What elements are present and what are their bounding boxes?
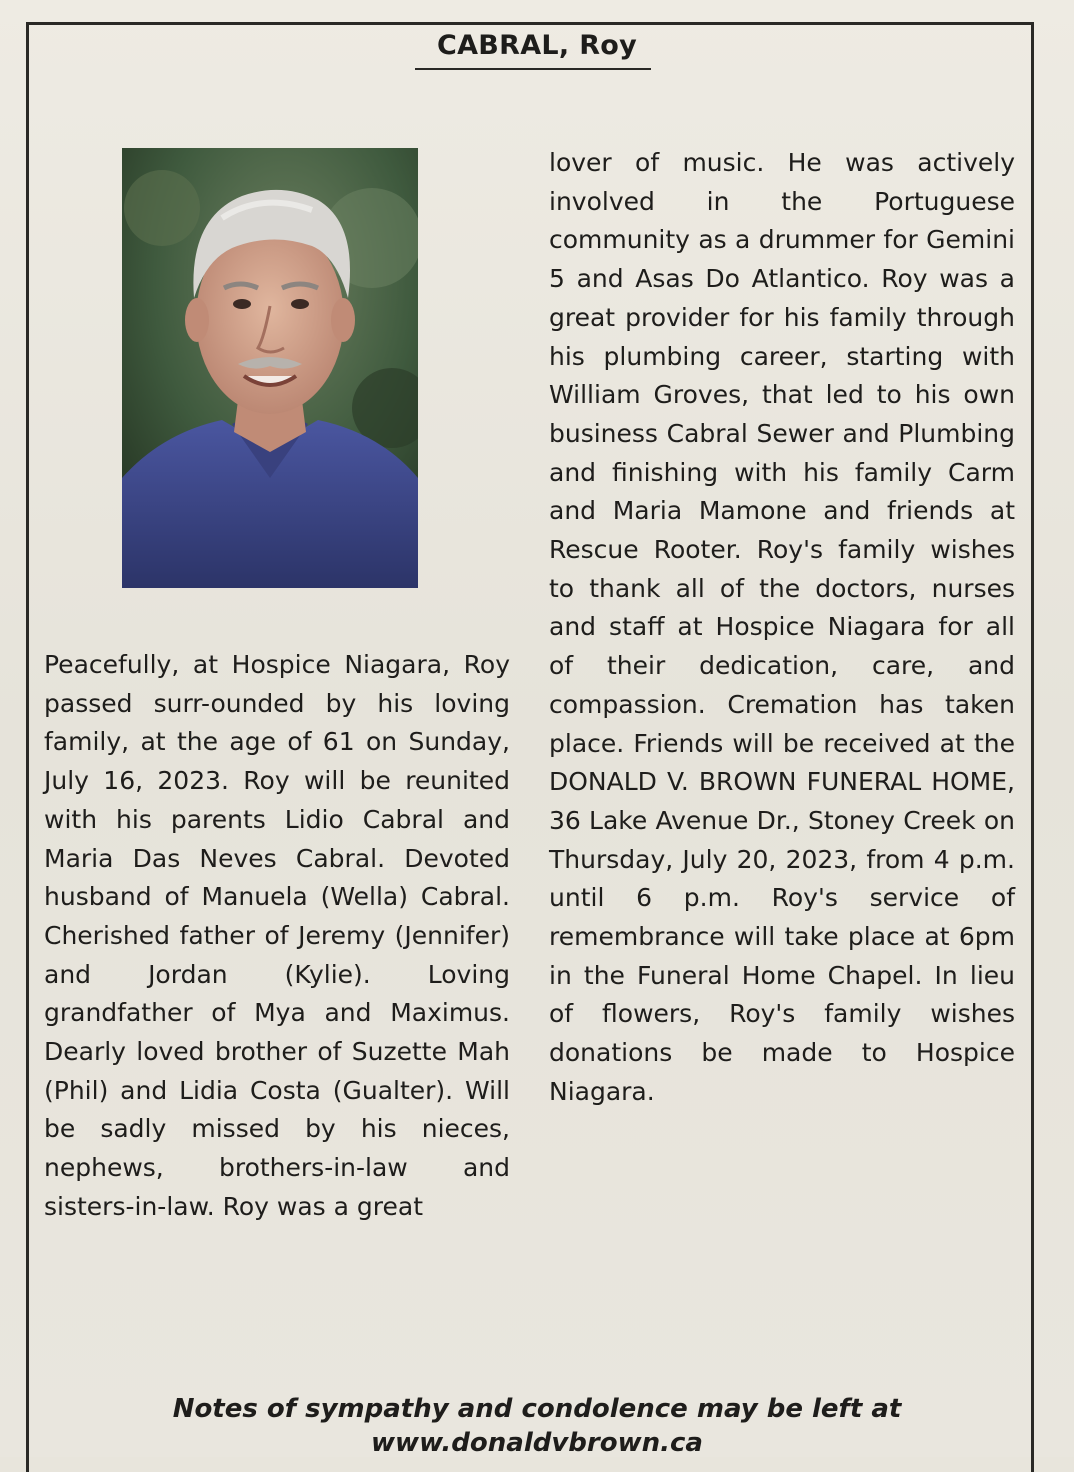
title-underline (415, 68, 651, 70)
condolence-note (0, 1392, 1074, 1460)
obituary-text-right: lover of music. He was actively involved in the Portuguese community as a drummer for Gemini 5 and Asas Do Atlantico. Roy was a great provider for his family through his plumbing career, starting with William Groves, that led to his own business Cabral Sewer and Plumbing and finishing with his family Carm and Maria Mamone and friends at Rescue Rooter. Roy's family wishes to thank all of the doctors, nurses and staff at Hospice Niagara for all of their dedication, care, and compassion. Cremation has taken place. Friends will be received at the DONALD V. BROWN FUNERAL HOME, 36 Lake Avenue Dr., Stoney Creek on Thursday, July 20, 2023, from 4 p.m. until 6 p.m. Roy's service of remembrance will take place at 6pm in the Funeral Home Chapel. In lieu of flowers, Roy's family wishes donations be made to Hospice Niagara. (549, 148, 1015, 1106)
notice-title: CABRAL, Roy (436, 30, 638, 61)
portrait-photo (122, 148, 418, 588)
obituary-text-left: Peacefully, at Hospice Niagara, Roy passed surr-ounded by his loving family, at the age of 61 on Sunday, July 16, 2023. Roy will be reunited with his parents Lidio Cabral and Maria Das Neves Cabral. Devoted husband of Manuela (Wella) Cabral. Cherished father of Jeremy (Jennifer) and Jordan (Kylie). Loving grandfather of Mya and Maximus. Dearly loved brother of Suzette Mah (Phil) and Lidia Costa (Gualter). Will be sadly missed by his nieces, nephews, brothers-in-law and sisters-in-law. Roy was a great (44, 650, 510, 1221)
condolence-line: Notes of sympathy and condolence may be left at (172, 1394, 902, 1424)
website-link[interactable]: www.donaldvbrown.ca (371, 1428, 703, 1458)
